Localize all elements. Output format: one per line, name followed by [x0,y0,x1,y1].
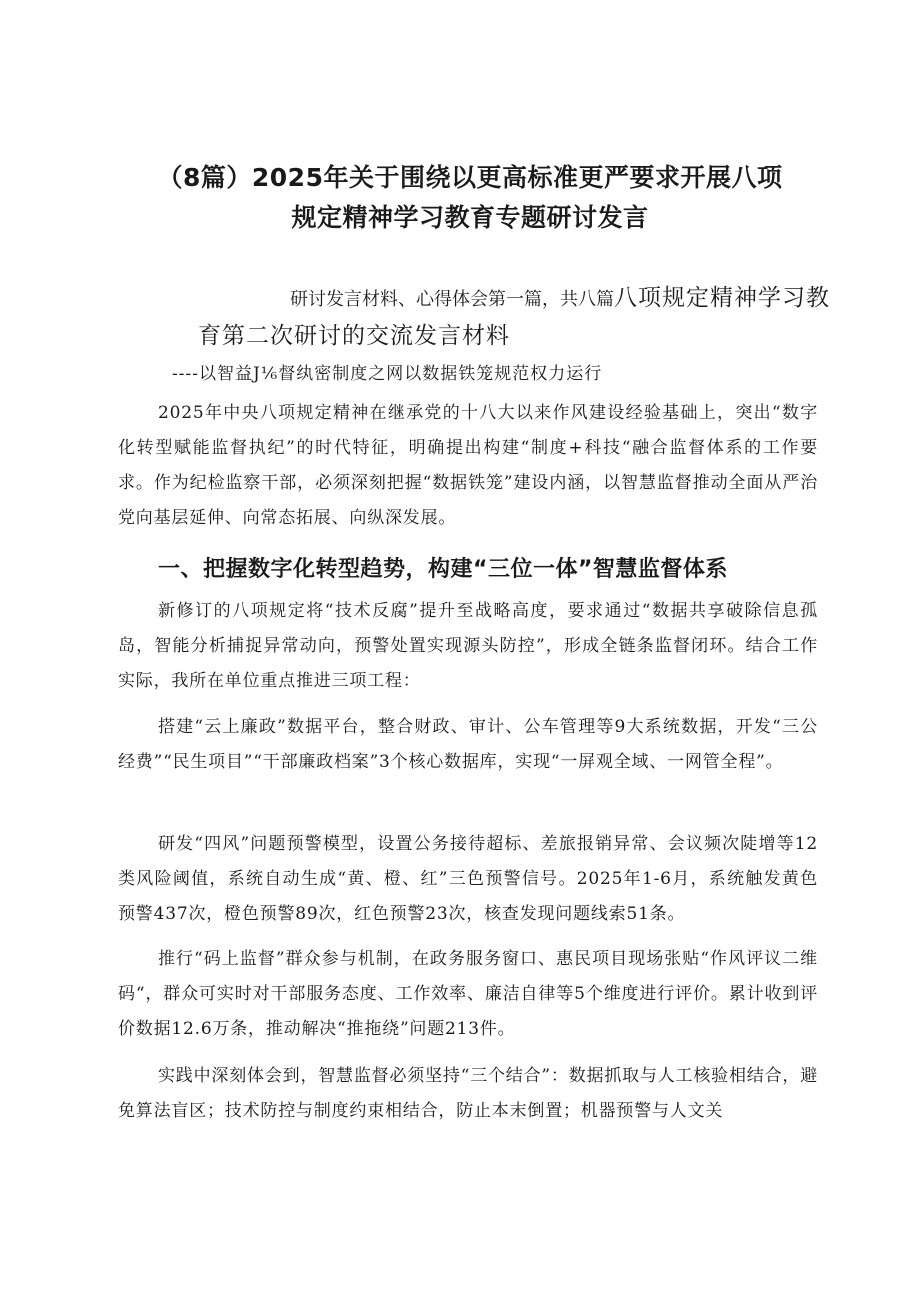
project-1-paragraph: 搭建“云上廉政”数据平台，整合财政、审计、公车管理等9大系统数据，开发“三公经费”“民生项目”“干部廉政档案”3个核心数据库，实现“一屏观全域、一网管全程”。 [118,717,818,772]
section-intro-paragraph: 新修订的八项规定将“技术反腐”提升至战略高度，要求通过“数据共享破除信息孤岛，智能分析捕捉异常动向，预警处置实现源头防控”，形成全链条监督闭环。结合工作实际，我所在单位重点推进三项工程： [118,601,818,691]
section-heading: 一、把握数字化转型趋势，构建“三位一体”智慧监督体系 [158,557,728,582]
project-3-paragraph: 推行“码上监督”群众参与机制，在政务服务窗口、惠民项目现场张贴“作风评议二维码“，群众可实时对干部服务态度、工作效率、廉洁自律等5个维度进行评价。累计收到评价数据12.6万条，推动解决“推拖绕”问题213件。 [118,949,818,1039]
document-subtitle [198,280,838,356]
subtitle-bold: 八项规定精神学习教育第二次研讨的交流发言材料 [198,285,830,349]
reflection-paragraph: 实践中深刻体会到，智慧监督必须坚持“三个结合”：数据抓取与人工核验相结合，避免算法盲区；技术防控与制度约束相结合，防止本末倒置；机器预警与人文关 [118,1066,818,1121]
intro-paragraph: 2025年中央八项规定精神在继承党的十八大以来作风建设经验基础上，突出“数字化转型赋能监督执纪”的时代特征，明确提出构建“制度+科技“融合监督体系的工作要求。作为纪检监察干部，必须深刻把握“数据铁笼”建设内涵，以智慧监督推动全面从严治党向基层延伸、向常态拓展、向纵深发展。 [118,403,818,528]
project-2-paragraph: 研发“四风”问题预警模型，设置公务接待超标、差旅报销异常、会议频次陡增等12类风险阈值，系统自动生成“黄、橙、红”三色预警信号。2025年1-6月，系统触发黄色预警437次，橙色预警89次，红色预警23次，核查发现问题线索51条。 [118,834,818,924]
document-tagline: ----以智益J⅙督纨密制度之网以数据铁笼规范权力运行 [172,364,603,384]
subtitle-lead: 研讨发言材料、心得体会第一篇，共八篇 [290,289,614,310]
document-title: （8篇）2025年关于围绕以更高标准更严要求开展八项规定精神学习教育专题研讨发言 [157,163,783,232]
